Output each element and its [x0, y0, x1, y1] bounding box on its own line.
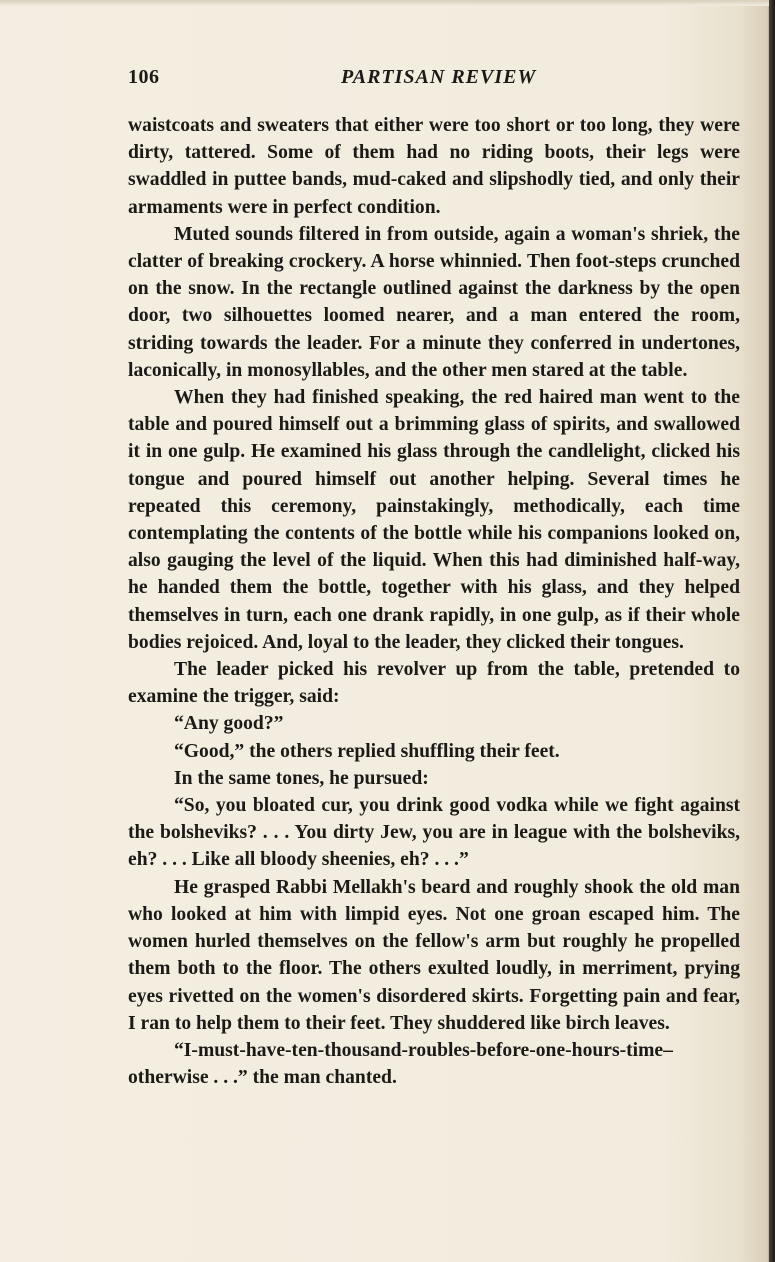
paragraph: Muted sounds filtered in from outside, again a woman's shriek, the clatter of breaking crockery. A horse whinnied. Then foot-steps crunched on the snow. In the rectangle outlined against the darkness by the open door, two silhouettes loomed nearer, and a man entered the room, striding towards the leader. For a minute they conferred in undertones, laconically, in monosyllables, and the other men stared at the table.: [128, 223, 740, 381]
dialogue-line: “Good,” the others replied shuffling their feet.: [174, 740, 560, 762]
page-top-edge: [0, 0, 775, 6]
paragraph: When they had finished speaking, the red haired man went to the table and poured himself out a brimming glass of spirits, and swallowed it in one gulp. He examined his glass through the candlelight, clicked his tongue and poured himself out another helping. Several times he repeated this ceremony, painstakingly, methodically, each time contemplating the contents of the bottle while his companions looked on, also gauging the level of the liquid. When this had diminished half-way, he handed them the bottle, together with his glass, and they helped themselves in turn, each one drank rapidly, in one gulp, as if their whole bodies rejoiced. And, loyal to the leader, they clicked their tongues.: [128, 387, 740, 653]
paragraph: In the same tones, he pursued:: [174, 767, 429, 789]
paragraph: He grasped Rabbi Mellakh's beard and roughly shook the old man who looked at him with limpid eyes. Not one groan escaped him. The women hurled themselves on the fellow's arm but roughly he propelled them both to the floor. The others exulted loudly, in merriment, prying eyes rivetted on the women's disordered skirts. Forgetting pain and fear, I ran to help them to their feet. They shuddered like birch leaves.: [128, 876, 740, 1034]
dialogue-line: “So, you bloated cur, you drink good vodka while we fight against the bolsheviks? . . . You dirty Jew, you are in league with the bolsheviks, eh? . . . Like all bloody sheenies, eh? . . .”: [128, 795, 740, 871]
page-spine-shadow: [769, 0, 775, 1262]
paragraph: waistcoats and sweaters that either were too short or too long, they were dirty, tattered. Some of them had no riding boots, their legs were swaddled in puttee bands, mud-caked and slipshodly tied, and only their armaments were in perfect condition.: [128, 115, 740, 218]
running-title: PARTISAN REVIEW: [341, 66, 537, 88]
dialogue-line: “I-must-have-ten-thousand-roubles-before-one-hours-time–otherwise . . .” the man chanted.: [128, 1039, 673, 1089]
running-header: [128, 66, 738, 92]
body-text: [128, 112, 740, 1091]
dialogue-line: “Any good?”: [174, 713, 284, 735]
page-number: 106: [128, 66, 160, 88]
paragraph: The leader picked his revolver up from the table, pretended to examine the trigger, said:: [128, 659, 740, 708]
